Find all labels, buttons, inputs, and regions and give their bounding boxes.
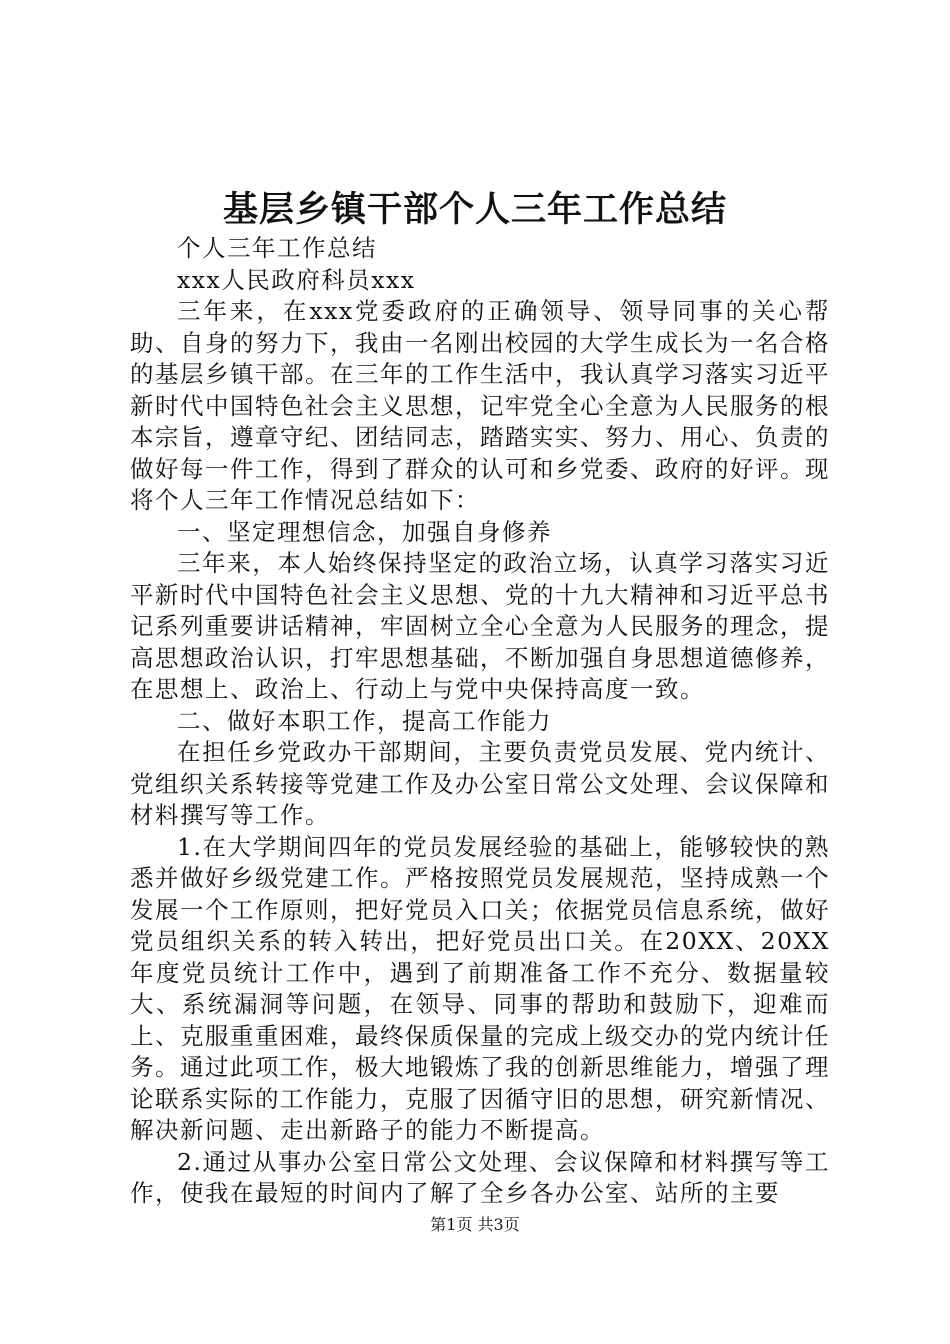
item-1-paragraph: 1.在大学期间四年的党员发展经验的基础上，能够较快的熟悉并做好乡级党建工作。严格按照党员发展规范，坚持成熟一个发展一个工作原则，把好党员入口关；依据党员信息系统，做好党员组织关系的转入转出，把好党员出口关。在20XX、20XX年度党员统计工作中，遇到了前期准备工作不充分、数据量较大、系统漏洞等问题，在领导、同事的帮助和鼓励下，迎难而上、克服重重困难，最终保质保量的完成上级交办的党内统计任务。通过此项工作，极大地锻炼了我的创新思维能力，增强了理论联系实际的工作能力，克服了因循守旧的思想，研究新情况、解决新问题、走出新路子的能力不断提高。 [130,832,830,1144]
author-line: xxx人民政府科员xxx [177,265,416,294]
section-heading-2: 二、做好本职工作，提高工作能力 [177,706,552,735]
subtitle-line: 个人三年工作总结 [177,234,377,262]
item-2-paragraph: 2.通过从事办公室日常公文处理、会议保障和材料撰写等工作，使我在最短的时间内了解了全乡各办公室、站所的主要 [130,1147,830,1207]
document-body [130,233,830,1210]
section-1-paragraph: 三年来，本人始终保持坚定的政治立场，认真学习落实习近平新时代中国特色社会主义思想、党的十九大精神和习近平总书记系列重要讲话精神，牢固树立全心全意为人民服务的理念，提高思想政治认识，打牢思想基础，不断加强自身思想道德修养，在思想上、政治上、行动上与党中央保持高度一致。 [130,549,830,703]
page-footer: 第1页 共3页 [430,1215,520,1234]
document-title: 基层乡镇干部个人三年工作总结 [222,189,727,230]
section-heading-1: 一、坚定理想信念，加强自身修养 [177,517,552,546]
section-2-paragraph: 在担任乡党政办干部期间，主要负责党员发展、党内统计、党组织关系转接等党建工作及办公室日常公文处理、会议保障和材料撰写等工作。 [130,738,830,829]
intro-paragraph: 三年来，在xxx党委政府的正确领导、领导同事的关心帮助、自身的努力下，我由一名刚出校园的大学生成长为一名合格的基层乡镇干部。在三年的工作生活中，我认真学习落实习近平新时代中国特色社会主义思想，记牢党全心全意为人民服务的根本宗旨，遵章守纪、团结同志，踏踏实实、努力、用心、负责的做好每一件工作，得到了群众的认可和乡党委、政府的好评。现将个人三年工作情况总结如下： [130,297,830,514]
